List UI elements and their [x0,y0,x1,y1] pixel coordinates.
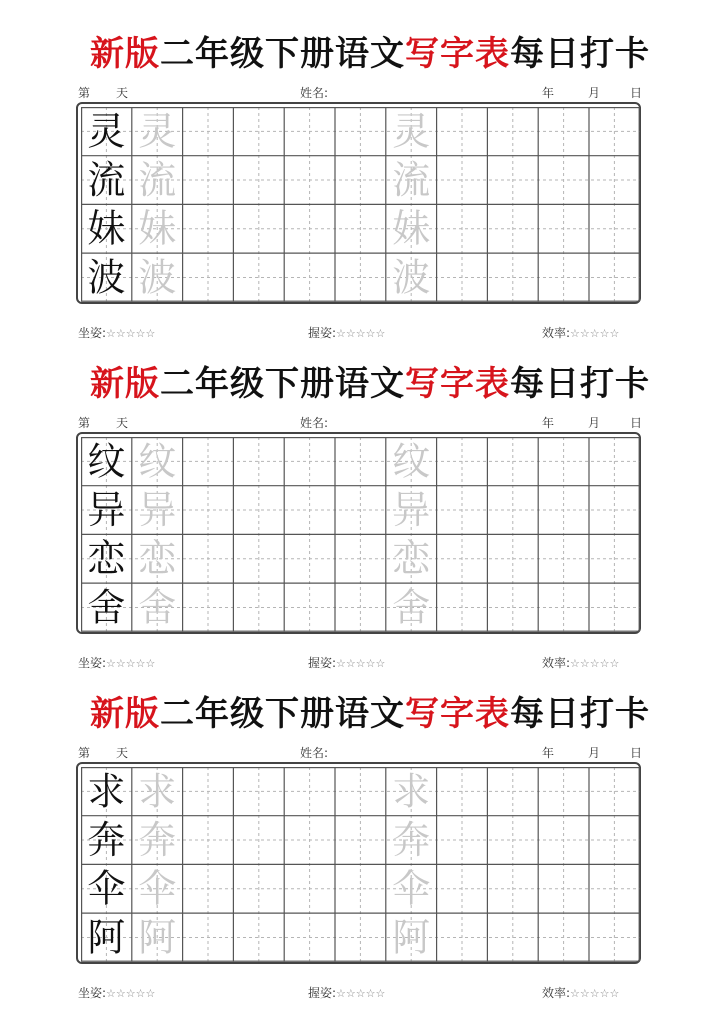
date-label: 日 [630,746,643,760]
model-char: 求 [87,769,126,814]
grip-stars[interactable]: ☆☆☆☆☆ [336,987,386,1000]
trace-char: 求 [138,769,177,814]
day-suffix-label: 天 [116,86,129,100]
grip-stars[interactable]: ☆☆☆☆☆ [336,657,386,670]
trace-char: 伞 [392,866,431,911]
sitting-label: 坐姿: [78,656,107,670]
trace-char: 波 [138,255,177,300]
trace-char: 流 [392,158,431,203]
trace-char: 灵 [392,109,431,154]
grip-rating [308,984,385,1001]
efficiency-label: 效率: [542,326,571,340]
header-info-row [0,414,720,432]
trace-char: 异 [392,488,431,533]
sitting-label: 坐姿: [78,326,107,340]
tianzige-grid [81,437,640,632]
efficiency-stars[interactable]: ☆☆☆☆☆ [570,987,620,1000]
name-label: 姓名: [300,86,329,100]
efficiency-rating [542,324,619,341]
trace-char: 舍 [392,585,431,630]
day-prefix-label: 第 [78,746,91,760]
trace-char: 恋 [138,536,177,581]
efficiency-rating [542,654,619,671]
efficiency-stars[interactable]: ☆☆☆☆☆ [570,657,620,670]
header-info-row [0,744,720,762]
title-part-grade: 二年级下册语文 [160,364,405,404]
model-char: 舍 [87,585,126,630]
month-label: 月 [588,416,601,430]
writing-grid [76,762,641,964]
year-label: 年 [542,416,555,430]
rating-row [0,984,720,1002]
tianzige-grid [81,767,640,962]
model-char: 纹 [87,439,126,484]
grip-label: 握姿: [308,656,337,670]
writing-grid [76,102,641,304]
trace-char: 阿 [392,915,431,960]
title-part-daily-checkin: 每日打卡 [510,364,650,404]
model-char: 异 [87,488,126,533]
efficiency-label: 效率: [542,986,571,1000]
trace-char: 求 [392,769,431,814]
header-info-row [0,84,720,102]
title-part-daily-checkin: 每日打卡 [510,34,650,74]
sitting-stars[interactable]: ☆☆☆☆☆ [106,327,156,340]
model-char: 阿 [87,915,126,960]
grip-label: 握姿: [308,326,337,340]
practice-section-1 [0,32,720,367]
year-label: 年 [542,86,555,100]
day-suffix-label: 天 [116,746,129,760]
day-prefix-label: 第 [78,416,91,430]
writing-grid [76,432,641,634]
page-title [60,362,680,406]
model-char: 恋 [87,536,126,581]
title-part-new-edition: 新版 [90,694,160,734]
year-label: 年 [542,746,555,760]
trace-char: 阿 [138,915,177,960]
efficiency-label: 效率: [542,656,571,670]
grip-rating [308,654,385,671]
trace-char: 波 [392,255,431,300]
title-part-writing-table: 写字表 [405,364,510,404]
page-title [60,692,680,736]
trace-char: 纹 [138,439,177,484]
trace-char: 奔 [138,818,177,863]
title-part-grade: 二年级下册语文 [160,694,405,734]
trace-char: 舍 [138,585,177,630]
title-part-new-edition: 新版 [90,364,160,404]
model-char: 流 [87,158,126,203]
grip-stars[interactable]: ☆☆☆☆☆ [336,327,386,340]
tianzige-grid [81,107,640,302]
efficiency-stars[interactable]: ☆☆☆☆☆ [570,327,620,340]
title-part-daily-checkin: 每日打卡 [510,694,650,734]
model-char: 奔 [87,818,126,863]
date-label: 日 [630,86,643,100]
trace-char: 流 [138,158,177,203]
model-char: 灵 [87,109,126,154]
title-part-new-edition: 新版 [90,34,160,74]
sitting-stars[interactable]: ☆☆☆☆☆ [106,987,156,1000]
month-label: 月 [588,86,601,100]
sitting-stars[interactable]: ☆☆☆☆☆ [106,657,156,670]
grip-label: 握姿: [308,986,337,1000]
rating-row [0,654,720,672]
practice-section-3 [0,692,720,1027]
efficiency-rating [542,984,619,1001]
name-label: 姓名: [300,416,329,430]
trace-char: 灵 [138,109,177,154]
sitting-rating [78,324,155,341]
trace-char: 妹 [392,206,431,251]
grip-rating [308,324,385,341]
month-label: 月 [588,746,601,760]
sitting-rating [78,654,155,671]
model-char: 妹 [87,206,126,251]
title-part-grade: 二年级下册语文 [160,34,405,74]
day-prefix-label: 第 [78,86,91,100]
name-label: 姓名: [300,746,329,760]
sitting-rating [78,984,155,1001]
sitting-label: 坐姿: [78,986,107,1000]
trace-char: 异 [138,488,177,533]
trace-char: 恋 [392,536,431,581]
page-title [60,32,680,76]
trace-char: 奔 [392,818,431,863]
rating-row [0,324,720,342]
day-suffix-label: 天 [116,416,129,430]
date-label: 日 [630,416,643,430]
trace-char: 妹 [138,206,177,251]
practice-section-2 [0,362,720,697]
model-char: 波 [87,255,126,300]
trace-char: 伞 [138,866,177,911]
trace-char: 纹 [392,439,431,484]
model-char: 伞 [87,866,126,911]
title-part-writing-table: 写字表 [405,694,510,734]
title-part-writing-table: 写字表 [405,34,510,74]
